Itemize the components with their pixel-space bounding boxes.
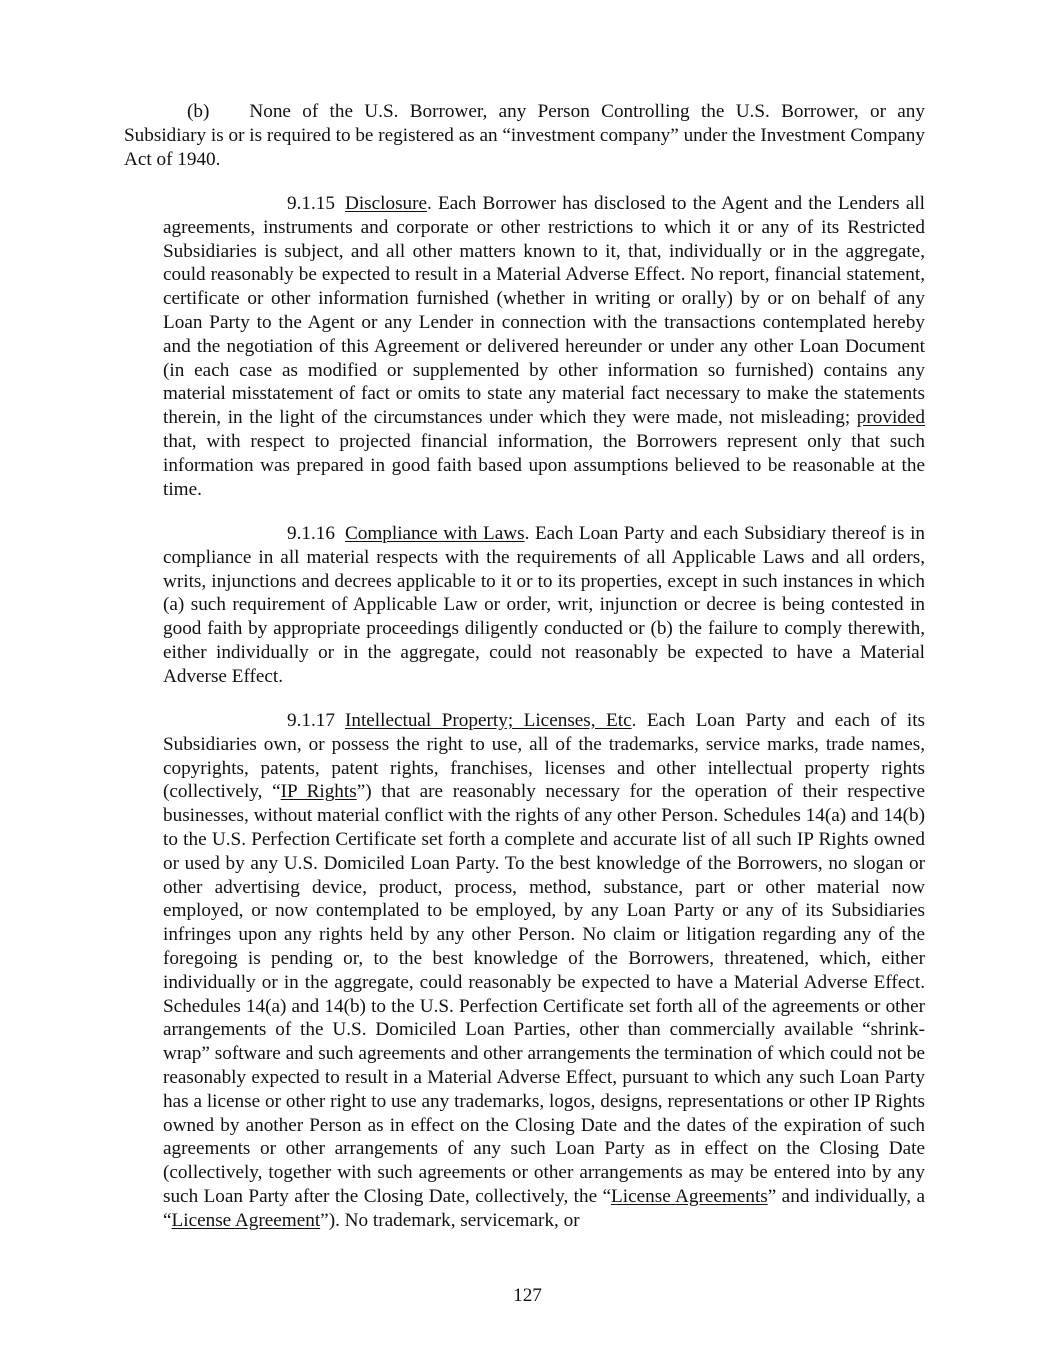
page-number: 127 bbox=[513, 1285, 542, 1306]
section-number: 9.1.16 bbox=[287, 523, 335, 544]
section-text: . Each Loan Party and each of its Subsidiaries own, or possess the right to use, all of the trademarks, service marks, trade names, copyrights, patents, patent rights, franchises, licenses and other intellectual property rights (collectively, “ bbox=[163, 710, 925, 803]
section-text: . Each Borrower has disclosed to the Agent and the Lenders all agreements, instruments and corporate or other restrictions to which it or any of its Restricted Subsidiaries is subject, and all other matters known to it, that, individually or in the aggregate, could reasonably be expected to result in a Material Adverse Effect. No report, financial statement, certificate or other information furnished (whether in writing or orally) by or on behalf of any Loan Party to the Agent or any Lender in connection with the transactions contemplated hereby and the negotiation of this Agreement or delivered hereunder or under any other Loan Document (in each case as modified or supplemented by other information so furnished) contains any material misstatement of fact or omits to state any material fact necessary to make the statements therein, in the light of the circumstances under which they were made, not misleading; bbox=[163, 193, 925, 429]
section-heading: Intellectual Property; Licenses, Etc bbox=[344, 710, 632, 731]
paragraph-b bbox=[124, 100, 925, 171]
section-9-1-15 bbox=[163, 192, 925, 501]
defined-term-license-agreement: License Agreement bbox=[171, 1209, 321, 1231]
section-text: that, with respect to projected financial information, the Borrowers represent only that such information was prepared in good faith based upon assumptions believed to be reasonable at the time. bbox=[163, 430, 925, 500]
defined-term-ip-rights: IP Rights bbox=[280, 781, 357, 803]
section-text: . Each Loan Party and each Subsidiary thereof is in compliance in all material respects with the requirements of all Applicable Laws and all orders, writs, injunctions and decrees applicable to it or to its properties, except in such instances in which (a) such requirement of Applicable Law or order, writ, injunction or decree is being contested in good faith by appropriate proceedings diligently conducted or (b) the failure to comply therewith, either individually or in the aggregate, could not reasonably be expected to have a Material Adverse Effect. bbox=[163, 523, 925, 687]
section-text: ”). No trademark, servicemark, or bbox=[320, 1209, 580, 1231]
section-heading: Disclosure bbox=[344, 193, 428, 214]
section-number: 9.1.17 bbox=[287, 710, 335, 731]
section-9-1-17 bbox=[163, 709, 925, 1233]
defined-term-license-agreements: License Agreements bbox=[611, 1185, 768, 1207]
paragraph-b-text: None of the U.S. Borrower, any Person Controlling the U.S. Borrower, or any Subsidiary is or is required to be registered as an “investment company” under the Investment Company Act of 1940. bbox=[124, 101, 925, 170]
section-number: 9.1.15 bbox=[287, 193, 335, 214]
section-heading: Compliance with Laws bbox=[344, 523, 525, 544]
provided-term: provided bbox=[856, 407, 925, 429]
section-9-1-16 bbox=[163, 522, 925, 689]
section-text: ”) that are reasonably necessary for the operation of their respective businesses, without material conflict with the rights of any other Person. Schedules 14(a) and 14(b) to the U.S. Perfection Certificate set forth a complete and accurate list of all such IP Rights owned or used by any U.S. Domiciled Loan Party. To the best knowledge of the Borrowers, no slogan or other advertising device, product, process, method, substance, part or other material now employed, or now contemplated to be employed, by any Loan Party or any of its Subsidiaries infringes upon any rights held by any other Person. No claim or litigation regarding any of the foregoing is pending or, to the best knowledge of the Borrowers, threatened, which, either individually or in the aggregate, could reasonably be expected to have a Material Adverse Effect. Schedules 14(a) and 14(b) to the U.S. Perfection Certificate set forth all of the agreements or other arrangements of the U.S. Domiciled Loan Parties, other than commercially available “shrink-wrap” software and such agreements and other arrangements the termination of which could not be reasonably expected to result in a Material Adverse Effect, pursuant to which any such Loan Party has a license or other right to use any trademarks, logos, designs, representations or other IP Rights owned by another Person as in effect on the Closing Date and the dates of the expiration of such agreements or other arrangements of any such Loan Party as in effect on the Closing Date (collectively, together with such agreements or other arrangements as may be entered into by any such Loan Party after the Closing Date, collectively, the “ bbox=[163, 781, 926, 1207]
section-text: ” and individually, a “ bbox=[163, 1185, 925, 1231]
paragraph-b-label: (b) bbox=[187, 101, 210, 122]
